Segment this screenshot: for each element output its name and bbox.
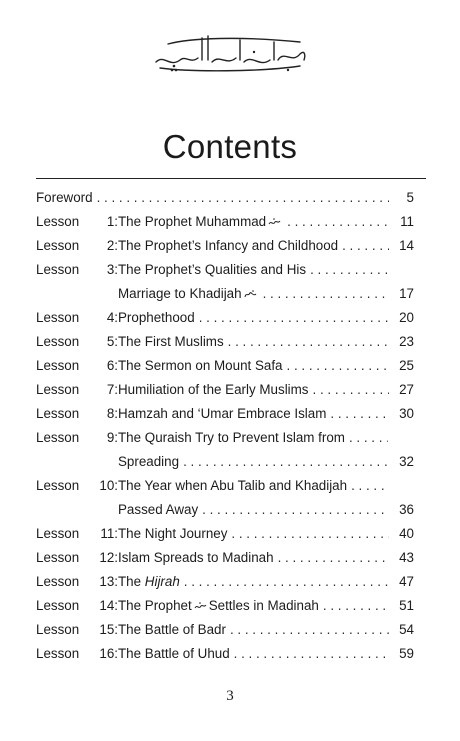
toc-entry-lesson-3[interactable] <box>36 258 414 306</box>
lesson-label: Lesson <box>36 574 80 589</box>
entry-title: Prophethood <box>118 310 195 325</box>
entry-title: The First Muslims <box>118 334 224 349</box>
entry-title-continued: Settles in Madinah <box>208 598 319 613</box>
entry-page: 17 <box>399 286 414 301</box>
dot-leader <box>228 330 389 354</box>
dot-leader <box>330 402 389 426</box>
entry-title: The Quraish Try to Prevent Islam from <box>118 430 345 445</box>
bismillah-calligraphy <box>150 24 310 76</box>
lesson-label: Lesson <box>36 430 80 445</box>
entry-title: The Year when Abu Talib and Khadijah <box>118 478 348 493</box>
toc-entry-lesson-6[interactable] <box>36 354 414 378</box>
entry-page: 5 <box>406 190 414 205</box>
toc-entry-lesson-7[interactable] <box>36 378 414 402</box>
lesson-number: 15: <box>99 622 118 637</box>
toc-entry-lesson-11[interactable] <box>36 522 414 546</box>
entry-page: 20 <box>399 310 414 325</box>
toc-entry-foreword[interactable] <box>36 186 414 210</box>
lesson-number: 11: <box>100 526 118 541</box>
lesson-number: 12: <box>99 550 118 565</box>
lesson-label: Lesson <box>36 214 80 229</box>
entry-title: The <box>118 574 145 589</box>
entry-title-continued: Passed Away <box>118 502 199 517</box>
entry-title: The Battle of Uhud <box>118 646 230 661</box>
lesson-number: 14: <box>99 598 118 613</box>
dot-leader <box>199 306 389 330</box>
entry-title: Humiliation of the Early Muslims <box>118 382 309 397</box>
lesson-number: 5: <box>106 334 118 349</box>
salawat-honorific-icon <box>194 601 207 611</box>
toc-entry-lesson-15[interactable] <box>36 618 414 642</box>
lesson-number: 4: <box>106 310 118 325</box>
entry-title-continued: Marriage to Khadijah <box>118 286 242 301</box>
toc-entry-lesson-8[interactable] <box>36 402 414 426</box>
radiallahu-honorific-icon <box>244 289 257 299</box>
lesson-label: Lesson <box>36 598 80 613</box>
dot-leader <box>234 642 389 666</box>
title-divider <box>36 178 426 179</box>
lesson-number: 9: <box>106 430 118 445</box>
entry-title: The Night Journey <box>118 526 228 541</box>
lesson-label: Lesson <box>36 262 80 277</box>
entry-page: 23 <box>399 334 414 349</box>
entry-page: 32 <box>399 454 414 469</box>
dot-leader <box>183 450 389 474</box>
page-title: Contents <box>162 128 298 166</box>
lesson-number: 1: <box>106 214 118 229</box>
lesson-number: 6: <box>106 358 118 373</box>
toc-entry-lesson-10[interactable] <box>36 474 414 522</box>
entry-page: 30 <box>399 406 414 421</box>
lesson-number: 13: <box>99 574 118 589</box>
dot-leader <box>342 234 389 258</box>
entry-title: The Battle of Badr <box>118 622 226 637</box>
dot-leader <box>263 282 389 306</box>
lesson-label: Lesson <box>36 550 80 565</box>
toc-entry-lesson-5[interactable] <box>36 330 414 354</box>
entry-title-continued: Spreading <box>118 454 180 469</box>
lesson-label: Lesson <box>36 406 80 421</box>
entry-title: The Prophet Muhammad <box>118 214 267 229</box>
lesson-number: 7: <box>106 382 118 397</box>
dot-leader <box>287 354 390 378</box>
lesson-number: 2: <box>106 238 118 253</box>
lesson-number: 3: <box>106 262 118 277</box>
lesson-number: 16: <box>99 646 118 661</box>
entry-page: 54 <box>399 622 414 637</box>
lesson-label: Lesson <box>36 310 80 325</box>
dot-leader <box>323 594 389 618</box>
entry-page: 27 <box>399 382 414 397</box>
dot-leader <box>310 258 388 282</box>
lesson-label: Lesson <box>36 358 80 373</box>
dot-leader <box>313 378 389 402</box>
entry-title: Islam Spreads to Madinah <box>118 550 274 565</box>
toc-entry-lesson-13[interactable] <box>36 570 414 594</box>
table-of-contents <box>36 186 414 666</box>
toc-entry-lesson-1[interactable] <box>36 210 414 234</box>
entry-title: The Sermon on Mount Safa <box>118 358 283 373</box>
entry-page: 11 <box>400 214 414 229</box>
entry-page: 36 <box>399 502 414 517</box>
lesson-label: Lesson <box>36 334 80 349</box>
dot-leader <box>351 474 388 498</box>
toc-entry-lesson-14[interactable] <box>36 594 414 618</box>
entry-page: 43 <box>399 550 414 565</box>
salawat-honorific-icon <box>268 217 281 227</box>
toc-entry-lesson-9[interactable] <box>36 426 414 474</box>
entry-page: 40 <box>399 526 414 541</box>
entry-page: 47 <box>399 574 414 589</box>
lesson-label: Lesson <box>36 478 80 493</box>
entry-page: 14 <box>399 238 414 253</box>
entry-page: 59 <box>399 646 414 661</box>
lesson-number: 10: <box>99 478 118 493</box>
page-number: 3 <box>226 688 234 704</box>
toc-entry-lesson-16[interactable] <box>36 642 414 666</box>
lesson-label: Lesson <box>36 646 80 661</box>
toc-entry-lesson-4[interactable] <box>36 306 414 330</box>
lesson-label: Lesson <box>36 238 80 253</box>
entry-page: 51 <box>399 598 414 613</box>
dot-leader <box>349 426 388 450</box>
entry-title-italic: Hijrah <box>144 574 180 589</box>
dot-leader <box>202 498 389 522</box>
toc-entry-lesson-12[interactable] <box>36 546 414 570</box>
entry-title: The Prophet <box>118 598 192 613</box>
dot-leader <box>231 522 389 546</box>
entry-page: 25 <box>399 358 414 373</box>
dot-leader <box>287 210 389 234</box>
entry-title: The Prophet’s Infancy and Childhood <box>118 238 339 253</box>
lesson-number: 8: <box>106 406 118 421</box>
lesson-label: Lesson <box>36 622 80 637</box>
toc-entry-lesson-2[interactable] <box>36 234 414 258</box>
dot-leader <box>230 618 389 642</box>
entry-title: Hamzah and ‘Umar Embrace Islam <box>118 406 327 421</box>
lesson-label: Lesson <box>36 382 80 397</box>
lesson-label: Lesson <box>36 526 80 541</box>
dot-leader <box>184 570 389 594</box>
entry-title: The Prophet’s Qualities and His <box>118 262 307 277</box>
dot-leader <box>278 546 389 570</box>
entry-title: Foreword <box>36 190 93 205</box>
dot-leader <box>97 186 389 210</box>
